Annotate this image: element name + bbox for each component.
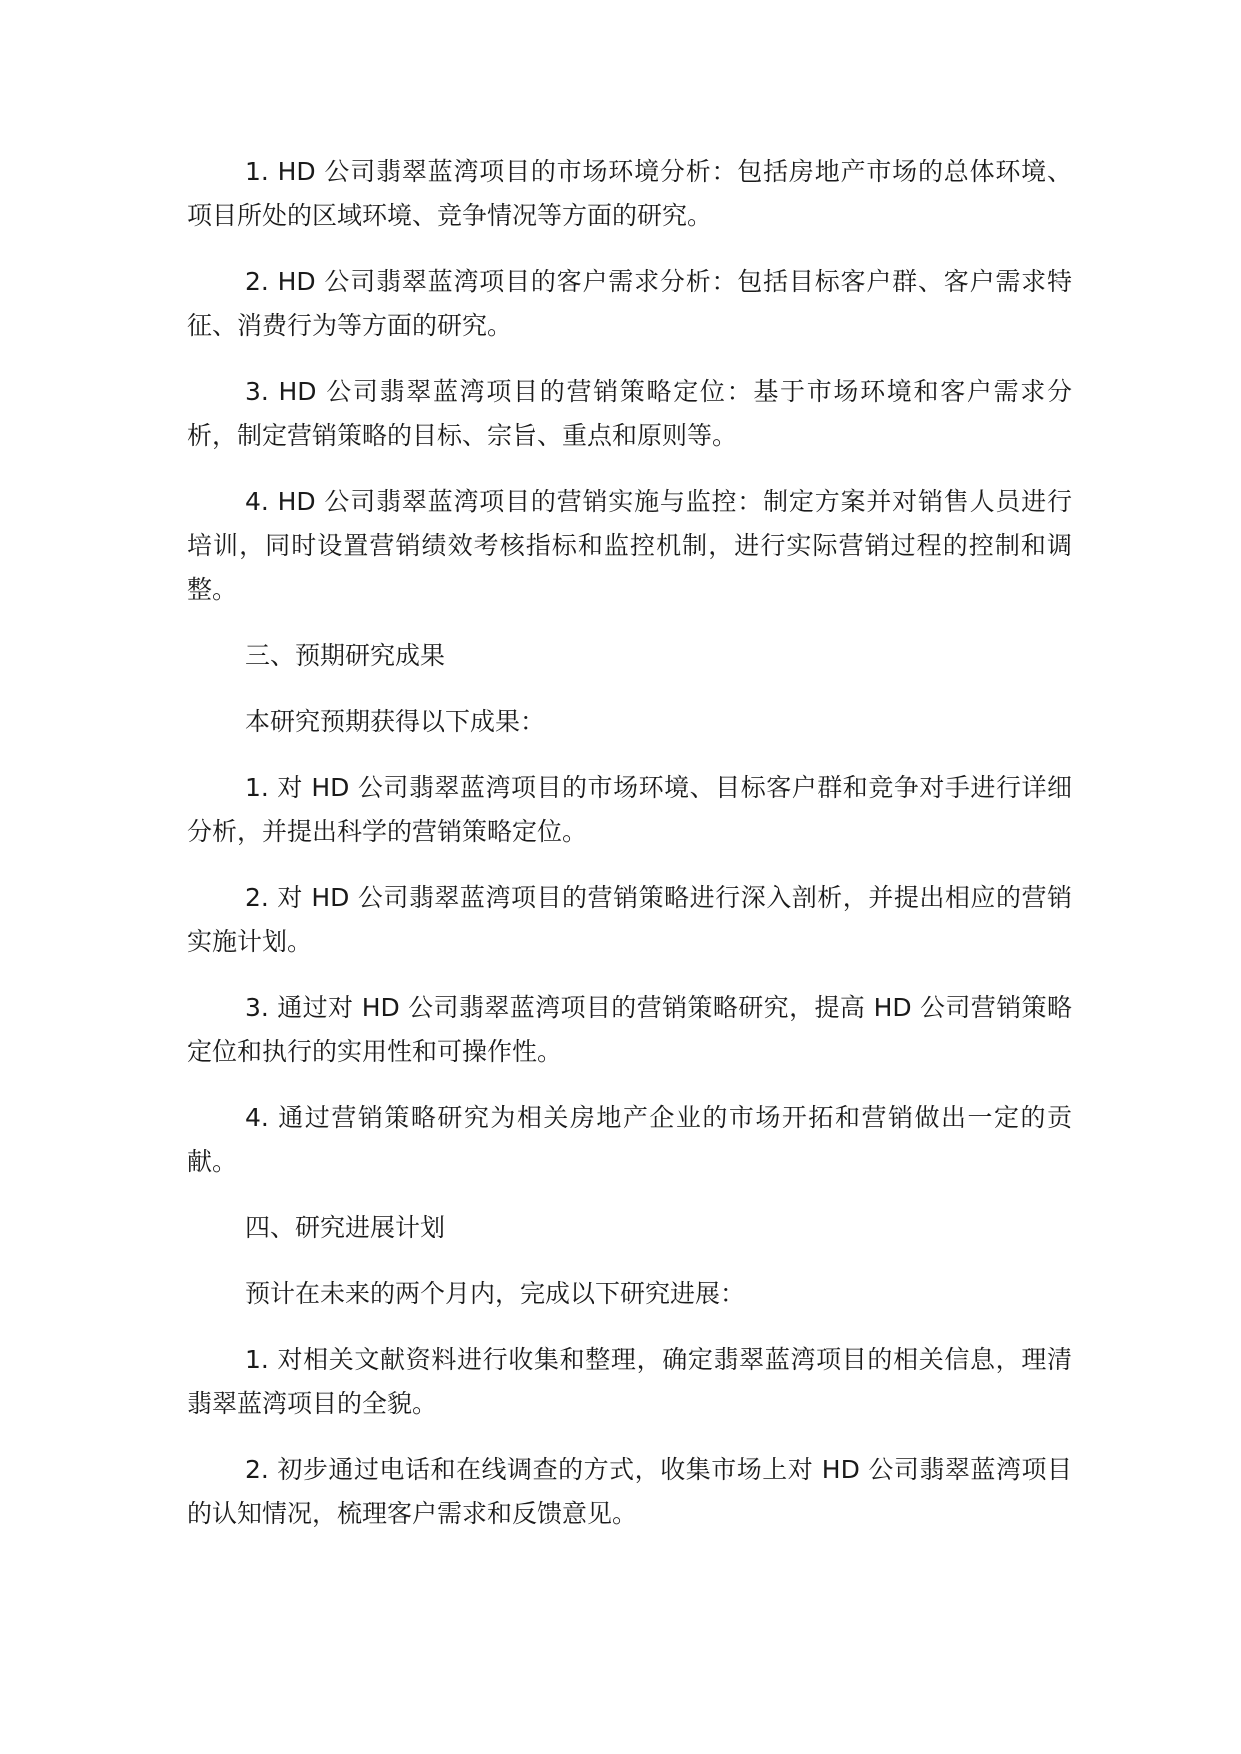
section-heading-progress-plan: 四、研究进展计划 xyxy=(245,1213,446,1242)
paragraph-implementation-monitoring: 4. HD 公司翡翠蓝湾项目的营销实施与监控：制定方案并对销售人员进行培训，同时设置营销绩效考核指标和监控机制，进行实际营销过程的控制和调整。 xyxy=(187,487,1072,604)
paragraph-results-intro: 本研究预期获得以下成果： xyxy=(245,707,546,736)
paragraph-customer-analysis: 2. HD 公司翡翠蓝湾项目的客户需求分析：包括目标客户群、客户需求特征、消费行为等方面的研究。 xyxy=(187,267,1072,340)
paragraph-result-4: 4. 通过营销策略研究为相关房地产企业的市场开拓和营销做出一定的贡献。 xyxy=(187,1103,1072,1176)
paragraph-result-2: 2. 对 HD 公司翡翠蓝湾项目的营销策略进行深入剖析，并提出相应的营销实施计划。 xyxy=(187,883,1072,956)
paragraph-plan-1: 1. 对相关文献资料进行收集和整理，确定翡翠蓝湾项目的相关信息，理清翡翠蓝湾项目的全貌。 xyxy=(187,1345,1072,1418)
paragraph-market-analysis: 1. HD 公司翡翠蓝湾项目的市场环境分析：包括房地产市场的总体环境、项目所处的区域环境、竞争情况等方面的研究。 xyxy=(187,157,1072,230)
paragraph-result-3: 3. 通过对 HD 公司翡翠蓝湾项目的营销策略研究，提高 HD 公司营销策略定位和执行的实用性和可操作性。 xyxy=(187,993,1072,1066)
paragraph-strategy-positioning: 3. HD 公司翡翠蓝湾项目的营销策略定位：基于市场环境和客户需求分析，制定营销策略的目标、宗旨、重点和原则等。 xyxy=(187,377,1072,450)
paragraph-plan-intro: 预计在未来的两个月内，完成以下研究进展： xyxy=(245,1279,746,1308)
document-page xyxy=(187,150,1072,1558)
paragraph-result-1: 1. 对 HD 公司翡翠蓝湾项目的市场环境、目标客户群和竞争对手进行详细分析，并提出科学的营销策略定位。 xyxy=(187,773,1072,846)
section-heading-expected-results: 三、预期研究成果 xyxy=(245,641,446,670)
paragraph-plan-2: 2. 初步通过电话和在线调查的方式，收集市场上对 HD 公司翡翠蓝湾项目的认知情况，梳理客户需求和反馈意见。 xyxy=(187,1455,1072,1528)
